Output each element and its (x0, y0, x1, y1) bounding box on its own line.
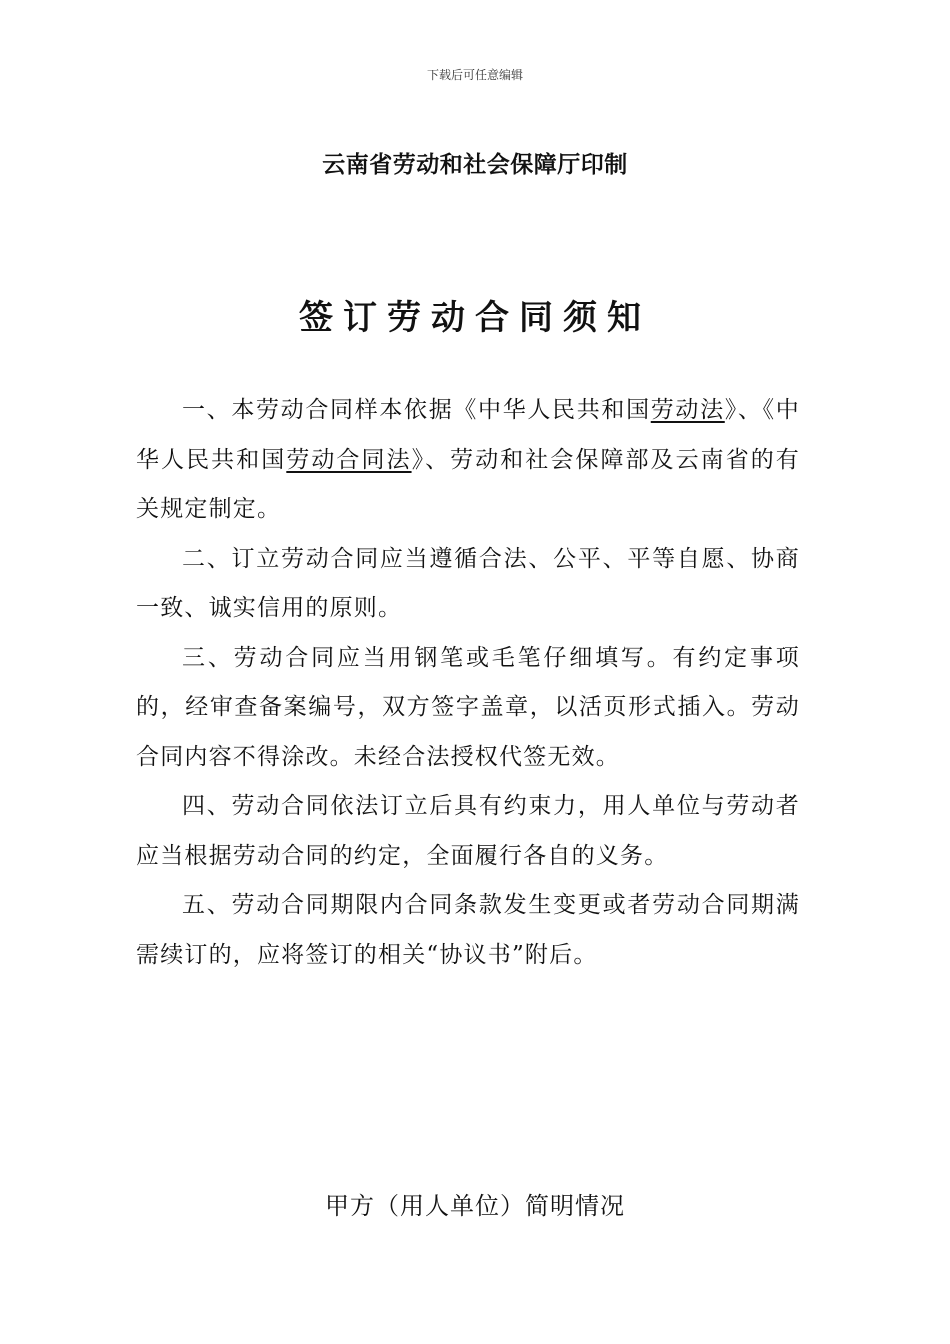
clause-4: 四、劳动合同依法订立后具有约束力，用人单位与劳动者应当根据劳动合同的约定，全面履行各自的义务。 (136, 793, 800, 869)
clause-1-text-c: 》、《中华人民共和国 (136, 397, 800, 473)
document-title: 签订劳动合同须知 (299, 298, 651, 338)
clause-1-text-e: 》、劳动和社会保障部及云南省的有关规定制定。 (136, 446, 801, 522)
law-reference-labor-law: 劳动法 (650, 397, 725, 423)
header-note: 下载后可任意编辑 (426, 68, 523, 82)
section-heading: 甲方（用人单位）简明情况 (325, 1192, 625, 1220)
clause-1-text-a: 一、本劳动合同样本依据《中华人民共和国 (182, 397, 651, 423)
clause-5: 五、劳动合同期限内合同条款发生变更或者劳动合同期满需续订的，应将签订的相关“协议书”附后。 (136, 892, 800, 968)
notice-body (136, 386, 800, 980)
publisher-line: 云南省劳动和社会保障厅印制 (322, 152, 628, 178)
clause-1 (136, 386, 800, 535)
law-reference-labor-contract-law: 劳动合同法 (286, 446, 412, 473)
clause-3: 三、劳动合同应当用钢笔或毛笔仔细填写。有约定事项的，经审查备案编号，双方签字盖章，以活页形式插入。劳动合同内容不得涂改。未经合法授权代签无效。 (136, 644, 800, 770)
clause-2: 二、订立劳动合同应当遵循合法、公平、平等自愿、协商一致、诚实信用的原则。 (136, 545, 800, 621)
